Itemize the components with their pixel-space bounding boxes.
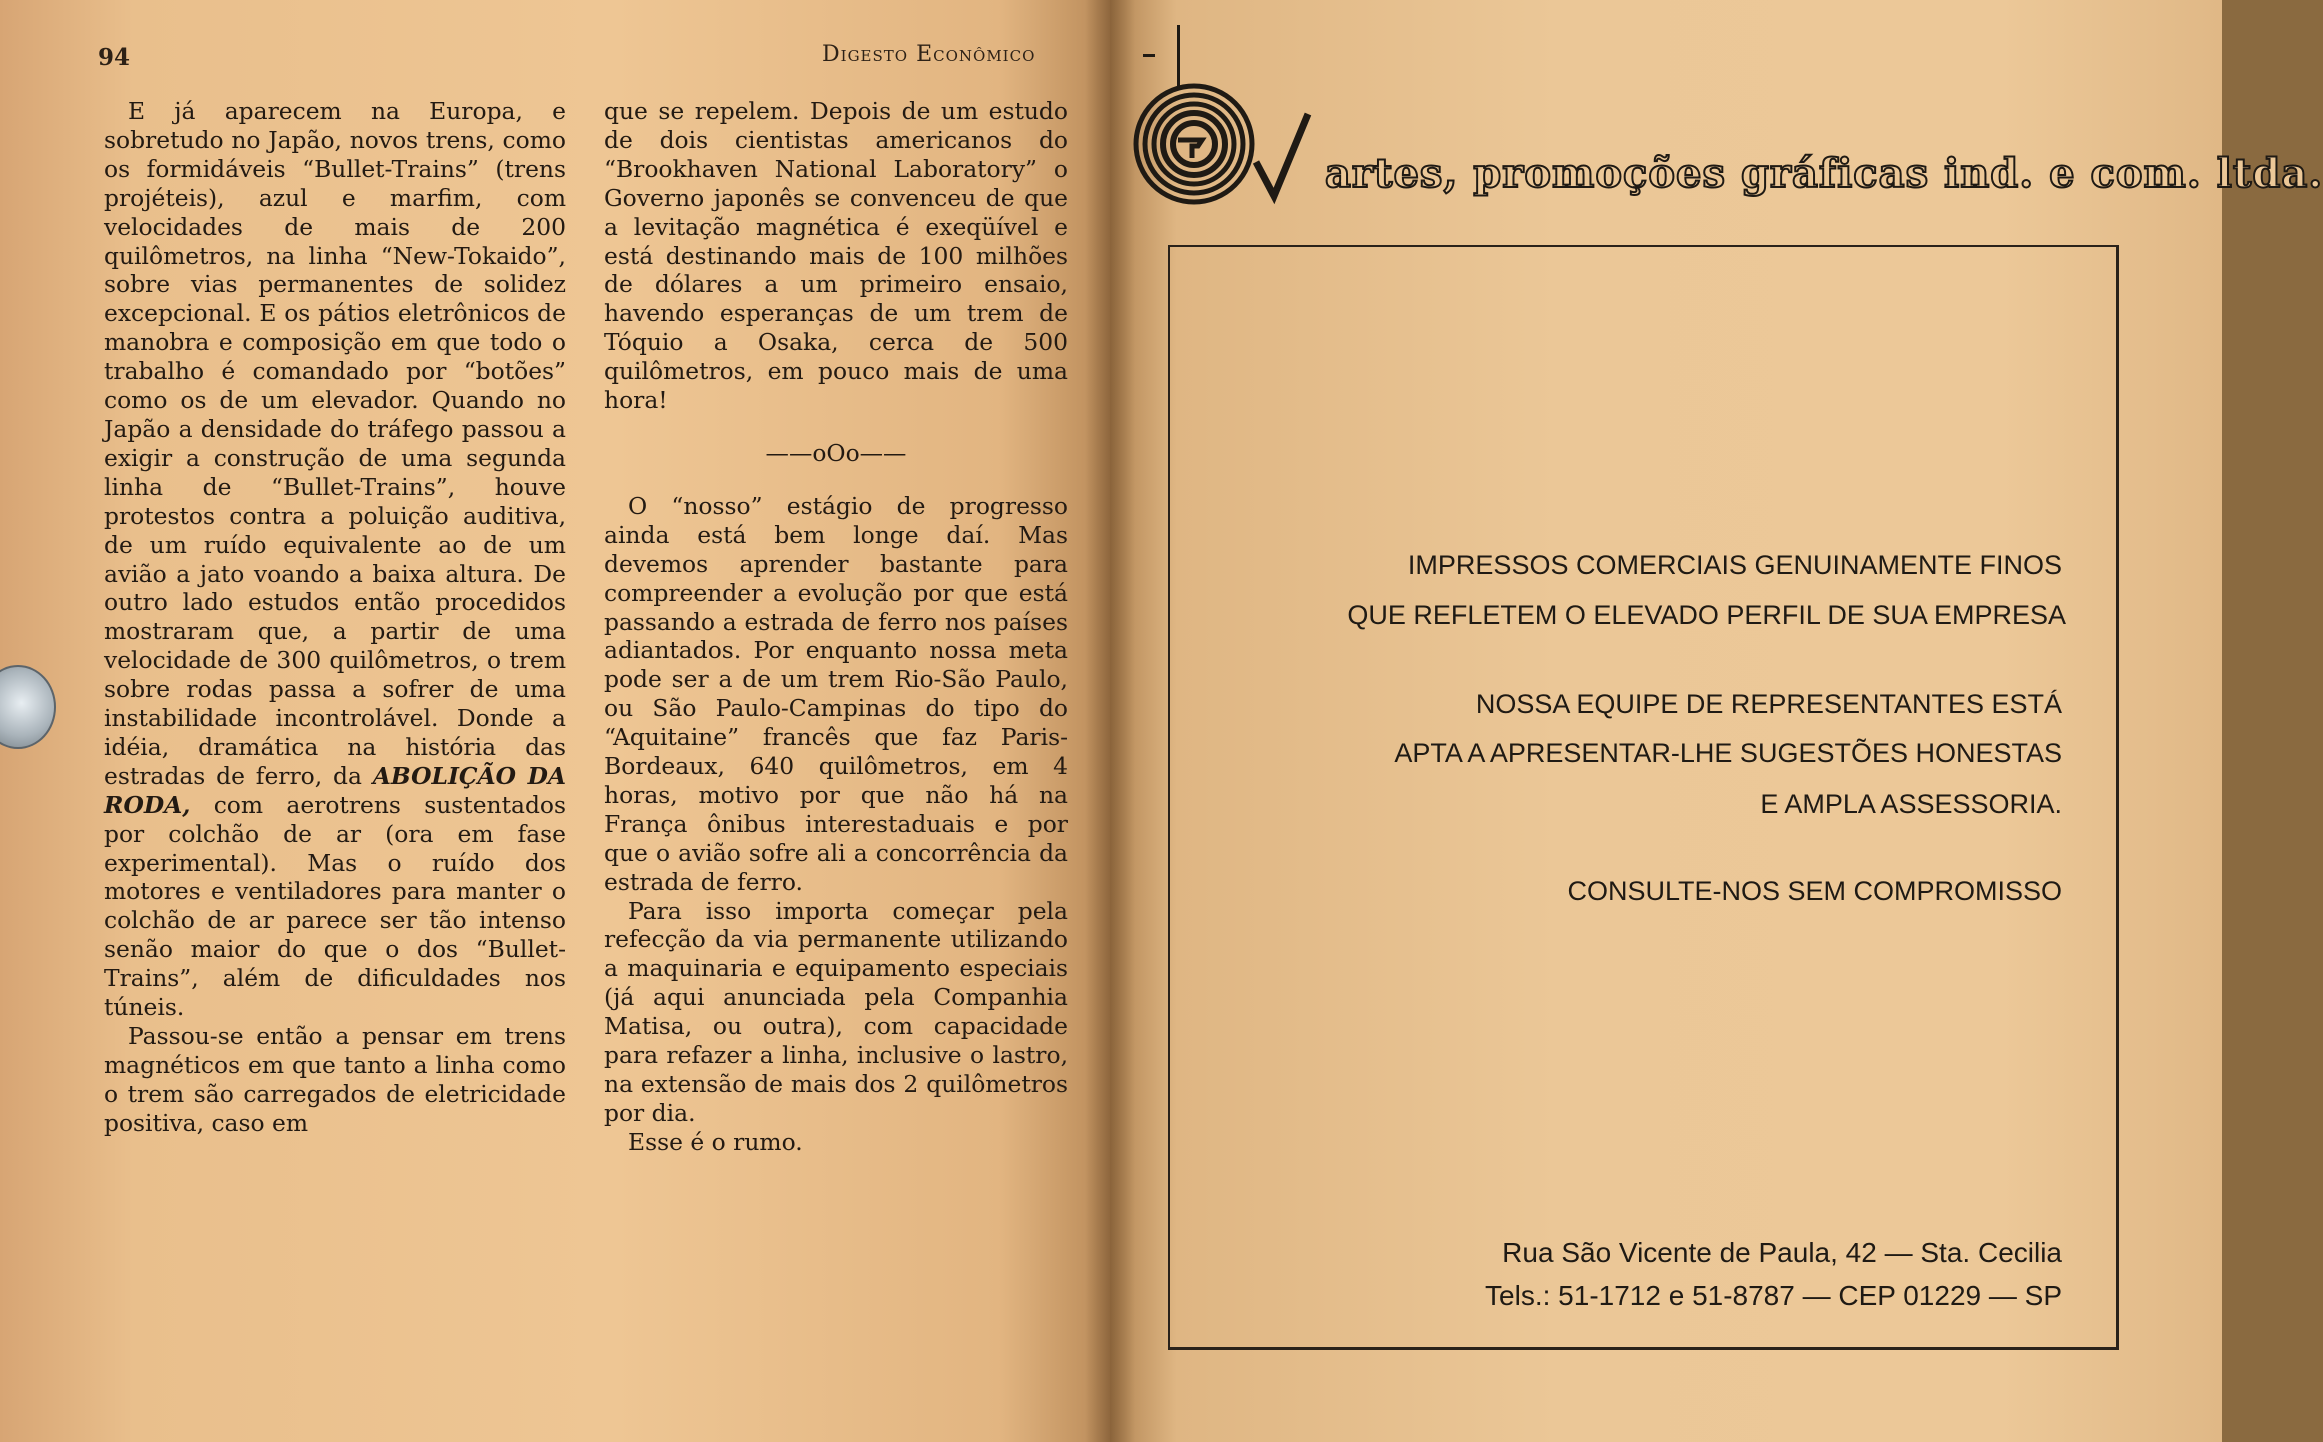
running-head: Digesto Econômico (822, 42, 1036, 67)
spiral-circle-logo-icon (1132, 82, 1256, 206)
ad-line: E AMPLA ASSESSORIA. (1760, 789, 2062, 819)
emphasis-text: ABOLIÇÃO DA RODA, (104, 761, 566, 819)
ad-line: NOSSA EQUIPE DE REPRESENTANTES ESTÁ (1475, 689, 2062, 719)
company-name: artes, promoções gráficas ind. e com. ltda. (1325, 150, 2323, 197)
paragraph: Esse é o rumo. (628, 1127, 803, 1156)
paragraph-text: E já aparecem na Europa, e sobretudo no Japão, novos trens, como os formidáveis “Bullet-Trains” (trens projéteis), azul e marfim, com velocidades de mais de 200 quilômetros, na linha “New-Tokaido”, sobre vias permanentes de solidez excepcional. E os pátios eletrônicos de manobra e composição em que todo o trabalho é comandado por “botões” como os de um elevador. Quando no Japão a densidade do tráfego passou a exigir a construção de uma segunda linha de “Bullet-Trains”, houve protestos contra a poluição auditiva, de um ruído equivalente ao de um avião a jato voando a baixa altura. De outro lado estudos então procedidos mostraram que, a partir de uma velocidade de 300 quilômetros, o trem sobre rodas passa a sofrer de uma instabilidade incontrolável. Donde a idéia, dramática na história das estradas de ferro, da (104, 97, 566, 790)
dash-mark (1143, 54, 1155, 57)
ad-line: APTA A APRESENTAR-LHE SUGESTÕES HONESTAS (1394, 738, 2062, 768)
text-column-1 (104, 97, 566, 1138)
section-separator: ——oOo—— (765, 438, 907, 467)
phone-line: Tels.: 51-1712 e 51-8787 — CEP 01229 — SP (1485, 1280, 2062, 1311)
paragraph: Passou-se então a pensar em trens magnéticos em que tanto a linha como o trem são carregados de eletricidade positiva, caso em (104, 1022, 566, 1137)
paper-clip-icon (0, 665, 56, 749)
paragraph-text: com aerotrens sustentados por colchão de ar (ora em fase experimental). Mas o ruído dos motores e ventiladores para manter o colchão de ar parece ser tão intenso senão maior do que o dos “Bullet-Trains”, além de dificuldades nos túneis. (104, 790, 567, 1022)
paragraph: O “nosso” estágio de progresso ainda está bem longe daí. Mas devemos aprender bastante para compreender a evolução por que está passando a estrada de ferro nos países adiantados. Por enquanto nossa meta pode ser a de um trem Rio-São Paulo, ou São Paulo-Campinas do tipo do “Aquitaine” francês que faz Paris-Bordeaux, 640 quilômetros, em 4 horas, motivo por que não há na França ônibus interestaduais e por que o avião sofre ali a concorrência da estrada de ferro. (604, 491, 1068, 896)
paragraph (104, 97, 566, 1022)
book-gutter (1085, 0, 1135, 1442)
checkmark-icon (1252, 110, 1312, 200)
text-column-2 (604, 97, 1068, 1157)
paragraph: que se repelem. Depois de um estudo de dois cientistas americanos do “Brookhaven National Laboratory” o Governo japonês se convenceu de que a levitação magnética é exeqüível e está destinando mais de 100 milhões de dólares a um primeiro ensaio, havendo esperanças de um trem de Tóquio a Osaka, cerca de 500 quilômetros, em pouco mais de uma hora! (604, 97, 1068, 415)
paragraph: Para isso importa começar pela refecção da via permanente utilizando a maquinaria e equipamento especiais (já aqui anunciada pela Companhia Matisa, ou outra), com capacidade para refazer a linha, inclusive o lastro, na extensão de mais dos 2 quilômetros por dia. (604, 896, 1068, 1127)
ad-line: IMPRESSOS COMERCIAIS GENUINAMENTE FINOS (1407, 550, 2062, 580)
ad-line: CONSULTE-NOS SEM COMPROMISSO (1567, 876, 2062, 906)
vertical-rule (1177, 25, 1180, 87)
address-line: Rua São Vicente de Paula, 42 — Sta. Cecilia (1502, 1237, 2062, 1268)
ad-line: QUE REFLETEM O ELEVADO PERFIL DE SUA EMPRESA (1347, 600, 2066, 630)
page-number: 94 (98, 44, 131, 71)
